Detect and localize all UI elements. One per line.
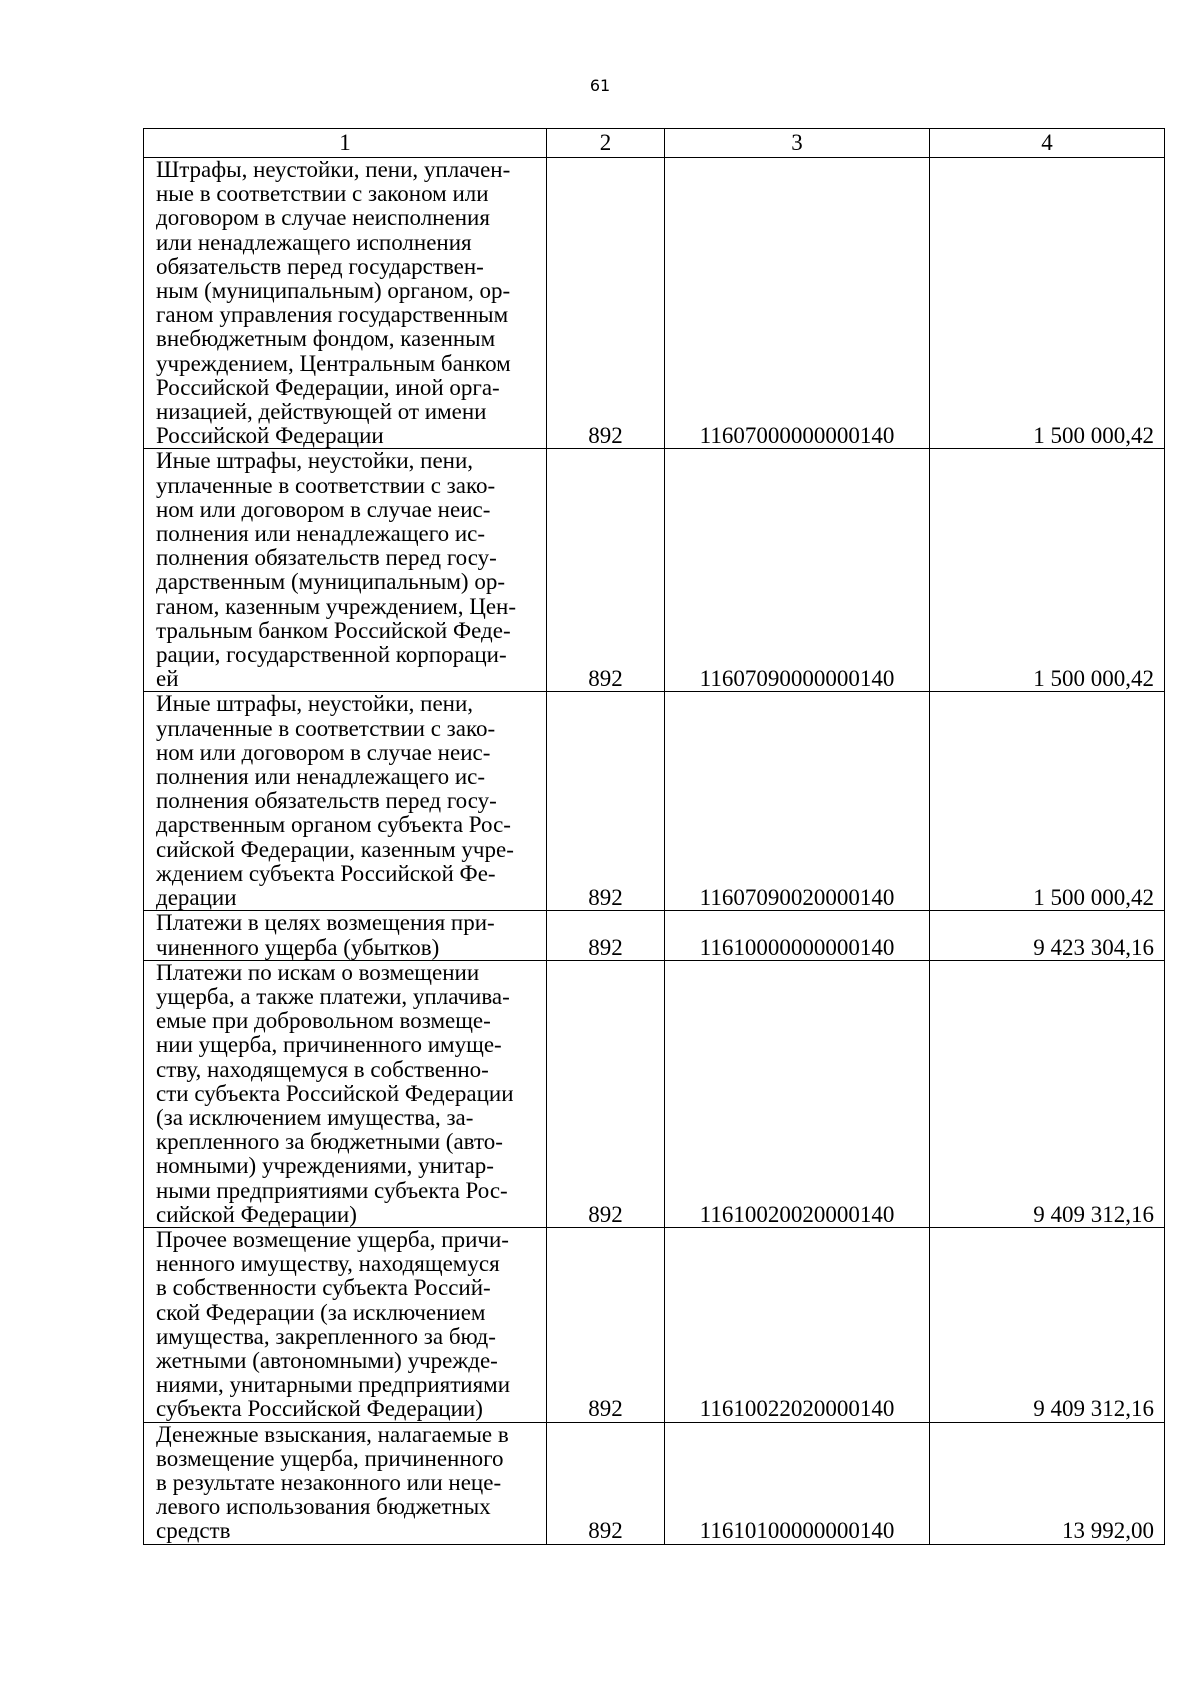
row-admin-code: 892 (547, 960, 665, 1227)
row-admin-code: 892 (547, 1227, 665, 1422)
header-col-2: 2 (547, 129, 665, 158)
row-description: Платежи по искам о возмещении ущерба, а также платежи, уплачива- емые при добровольном возмеще- нии ущерба, причиненного имуще- ству, находящемуся в собственно- сти субъекта Российской Федерации (за исключением имущества, за- крепленного за бюджетными (авто- номными) учреждениями, унитар- ными предприятиями субъекта Рос- сийской Федерации) (144, 960, 547, 1227)
row-classification-code: 11610000000000140 (665, 911, 930, 960)
row-description: Штрафы, неустойки, пени, уплачен- ные в соответствии с законом или договором в случае неисполнения или ненадлежащего исполнения обязательств перед государствен- ным (муниципальным) органом, ор- ганом управления государственным внебюджетным фондом, казенным учреждением, Центральным банком Российской Федерации, иной орга- низацией, действующей от имени Российской Федерации (144, 158, 547, 449)
row-description: Иные штрафы, неустойки, пени, уплаченные в соответствии с зако- ном или договором в случае неис- полнения или ненадлежащего ис- полнения обязательств перед госу- дарственным (муниципальным) ор- ганом, казенным учреждением, Цен- тральным банком Российской Феде- рации, государственной корпораци- ей (144, 449, 547, 692)
table-row (144, 1227, 1165, 1422)
row-classification-code: 11610100000000140 (665, 1422, 930, 1544)
row-amount: 1 500 000,42 (930, 449, 1165, 692)
row-classification-code: 11607000000000140 (665, 158, 930, 449)
table-row (144, 960, 1165, 1227)
revenue-table (143, 128, 1165, 1545)
table-row (144, 692, 1165, 911)
row-amount: 9 409 312,16 (930, 960, 1165, 1227)
row-classification-code: 11607090020000140 (665, 692, 930, 911)
page-number: 61 (589, 76, 611, 95)
row-amount: 9 423 304,16 (930, 911, 1165, 960)
table-row (144, 911, 1165, 960)
row-admin-code: 892 (547, 158, 665, 449)
row-admin-code: 892 (547, 911, 665, 960)
row-classification-code: 11610022020000140 (665, 1227, 930, 1422)
table-row (144, 449, 1165, 692)
table-row (144, 1422, 1165, 1544)
row-description: Иные штрафы, неустойки, пени, уплаченные в соответствии с зако- ном или договором в случае неис- полнения или ненадлежащего ис- полнения обязательств перед госу- дарственным органом субъекта Рос- сийской Федерации, казенным учре- ждением субъекта Российской Фе- дерации (144, 692, 547, 911)
row-classification-code: 11607090000000140 (665, 449, 930, 692)
table-row (144, 158, 1165, 449)
row-amount: 1 500 000,42 (930, 158, 1165, 449)
row-description: Платежи в целях возмещения при- чиненного ущерба (убытков) (144, 911, 547, 960)
row-amount: 13 992,00 (930, 1422, 1165, 1544)
row-admin-code: 892 (547, 1422, 665, 1544)
row-classification-code: 11610020020000140 (665, 960, 930, 1227)
row-admin-code: 892 (547, 692, 665, 911)
table-header-row (144, 129, 1165, 158)
header-col-4: 4 (930, 129, 1165, 158)
row-description: Денежные взыскания, налагаемые в возмещение ущерба, причиненного в результате незаконного или неце- левого использования бюджетных средств (144, 1422, 547, 1544)
header-col-3: 3 (665, 129, 930, 158)
row-amount: 1 500 000,42 (930, 692, 1165, 911)
header-col-1: 1 (144, 129, 547, 158)
row-amount: 9 409 312,16 (930, 1227, 1165, 1422)
row-admin-code: 892 (547, 449, 665, 692)
row-description: Прочее возмещение ущерба, причи- ненного имуществу, находящемуся в собственности субъекта Россий- ской Федерации (за исключением имущества, закрепленного за бюд- жетными (автономными) учрежде- ниями, унитарными предприятиями субъекта Российской Федерации) (144, 1227, 547, 1422)
